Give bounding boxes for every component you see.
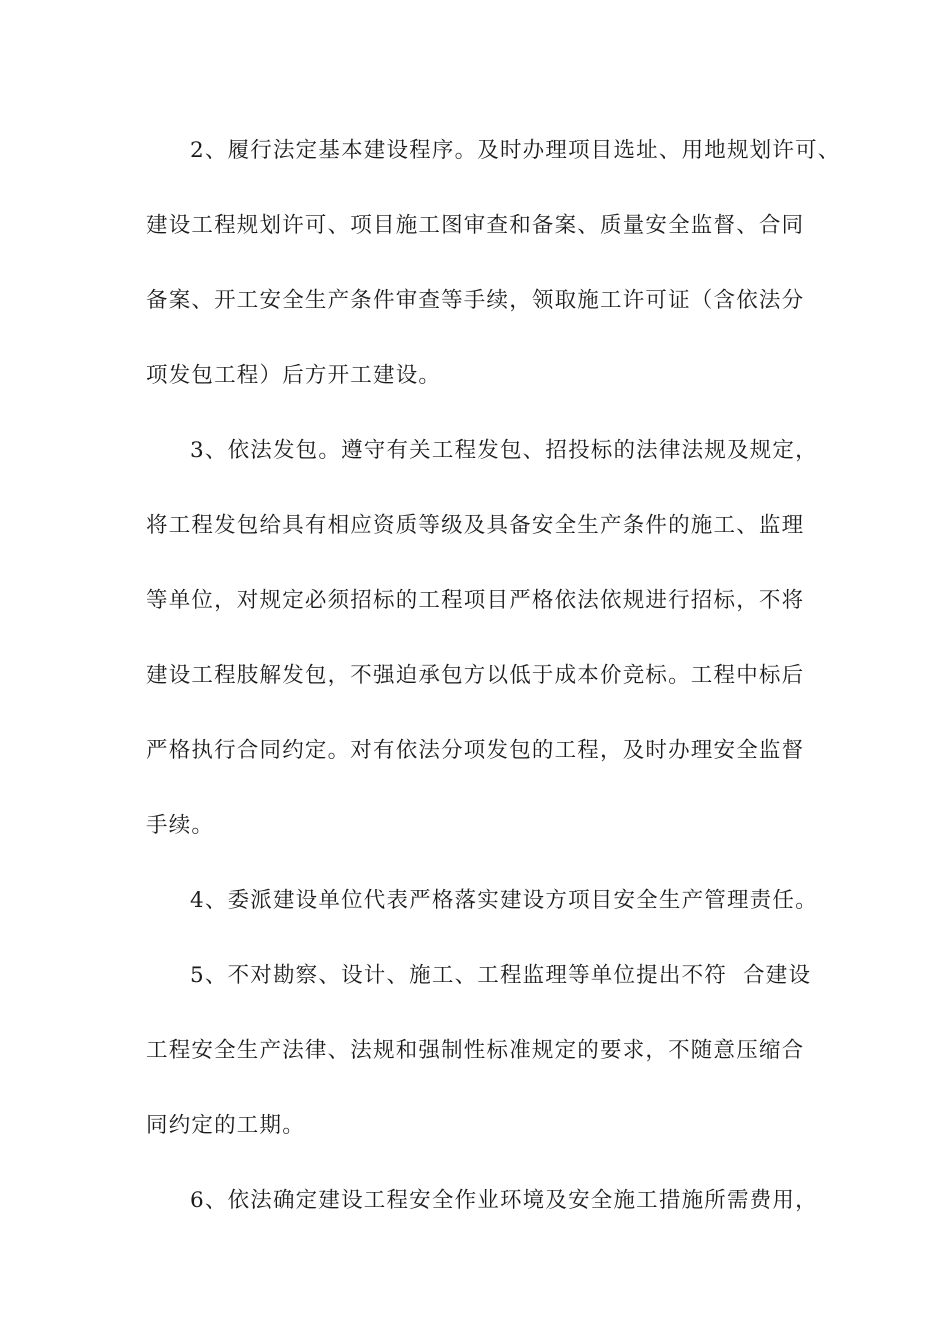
paragraph-2-line-2: 建设工程规划许可、项目施工图审查和备案、质量安全监督、合同 <box>146 213 805 238</box>
paragraph-2-line-3: 备案、开工安全生产条件审查等手续，领取施工许可证（含依法分 <box>146 288 805 313</box>
paragraph-6-line-1: 6、依法确定建设工程安全作业环境及安全施工措施所需费用， <box>190 1188 818 1213</box>
paragraph-4-line-1: 4、委派建设单位代表严格落实建设方项目安全生产管理责任。 <box>190 888 818 913</box>
paragraph-2-line-4: 项发包工程）后方开工建设。 <box>146 363 442 388</box>
paragraph-5-line-3: 同约定的工期。 <box>146 1113 305 1138</box>
paragraph-3-line-1: 3、依法发包。遵守有关工程发包、招投标的法律法规及规定， <box>190 438 818 463</box>
paragraph-3-line-2: 将工程发包给具有相应资质等级及具备安全生产条件的施工、监理 <box>146 513 805 538</box>
paragraph-3-line-6: 手续。 <box>146 813 215 838</box>
paragraph-3-line-3: 等单位，对规定必须招标的工程项目严格依法依规进行招标，不将 <box>146 588 805 613</box>
paragraph-3-line-4: 建设工程肢解发包，不强迫承包方以低于成本价竞标。工程中标后 <box>146 663 805 688</box>
paragraph-5-line-1: 5、不对勘察、设计、施工、工程监理等单位提出不符 合建设 <box>190 963 812 988</box>
paragraph-5-line-2: 工程安全生产法律、法规和强制性标准规定的要求，不随意压缩合 <box>146 1038 805 1063</box>
paragraph-3-line-5: 严格执行合同约定。对有依法分项发包的工程，及时办理安全监督 <box>146 738 805 763</box>
paragraph-2-line-1: 2、履行法定基本建设程序。及时办理项目选址、用地规划许可、 <box>190 138 841 163</box>
